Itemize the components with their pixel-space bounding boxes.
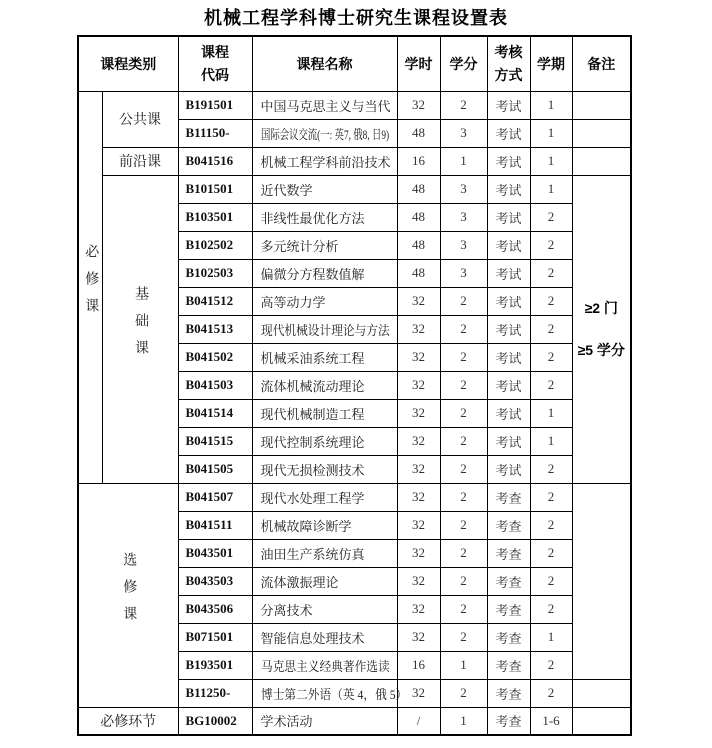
table-row xyxy=(78,707,631,735)
category-required xyxy=(78,91,102,483)
course-name: 分离技术 xyxy=(252,595,397,623)
subcategory-public: 公共课 xyxy=(102,91,178,147)
subcategory-frontier: 前沿课 xyxy=(102,147,178,175)
remark-min-courses: ≥2 门 xyxy=(584,300,618,316)
course-credits: 2 xyxy=(440,511,487,539)
course-hours: 32 xyxy=(397,595,440,623)
course-credits: 2 xyxy=(440,343,487,371)
header-category: 课程类别 xyxy=(78,36,178,91)
course-assessment: 考查 xyxy=(487,483,530,511)
course-credits: 2 xyxy=(440,679,487,707)
course-name: 高等动力学 xyxy=(252,287,397,315)
header-semester: 学期 xyxy=(530,36,572,91)
header-remarks: 备注 xyxy=(572,36,631,91)
course-credits: 2 xyxy=(440,539,487,567)
course-hours: 32 xyxy=(397,679,440,707)
course-name-text: 博士第二外语（英 4，俄 5） xyxy=(260,686,407,702)
course-name xyxy=(252,679,407,707)
course-assessment: 考试 xyxy=(487,287,530,315)
course-name: 现代无损检测技术 xyxy=(252,455,397,483)
course-code: B11250- xyxy=(178,679,252,707)
course-assessment: 考查 xyxy=(487,595,530,623)
course-hours: 32 xyxy=(397,91,440,119)
category-required-step: 必修环节 xyxy=(78,707,178,735)
category-elective xyxy=(78,483,178,707)
course-name: 机械工程学科前沿技术 xyxy=(252,147,397,175)
course-name: 油田生产系统仿真 xyxy=(252,539,397,567)
course-name xyxy=(252,315,397,343)
header-code-label: 课程代码 xyxy=(200,44,229,83)
course-credits: 3 xyxy=(440,259,487,287)
course-hours: / xyxy=(397,707,440,735)
course-code: B041507 xyxy=(178,483,252,511)
remark-elective xyxy=(572,483,631,679)
category-required-label: 必修课 xyxy=(83,244,99,325)
course-code: B071501 xyxy=(178,623,252,651)
course-hours: 32 xyxy=(397,455,440,483)
course-semester: 1 xyxy=(530,623,572,651)
course-semester: 1 xyxy=(530,399,572,427)
course-assessment: 考试 xyxy=(487,119,530,147)
course-code: B191501 xyxy=(178,91,252,119)
course-semester: 2 xyxy=(530,371,572,399)
course-name-text: 现代机械设计理论与方法 xyxy=(260,322,390,338)
course-credits: 2 xyxy=(440,371,487,399)
course-name: 智能信息处理技术 xyxy=(252,623,397,651)
course-assessment: 考查 xyxy=(487,623,530,651)
course-code: B041516 xyxy=(178,147,252,175)
course-credits: 2 xyxy=(440,623,487,651)
course-semester: 2 xyxy=(530,539,572,567)
course-assessment: 考试 xyxy=(487,175,530,203)
course-semester: 2 xyxy=(530,287,572,315)
course-code: B041512 xyxy=(178,287,252,315)
course-credits: 3 xyxy=(440,203,487,231)
course-semester: 2 xyxy=(530,315,572,343)
course-credits: 3 xyxy=(440,175,487,203)
course-assessment: 考查 xyxy=(487,651,530,679)
course-hours: 32 xyxy=(397,511,440,539)
course-semester: 2 xyxy=(530,259,572,287)
course-hours: 32 xyxy=(397,287,440,315)
course-hours: 48 xyxy=(397,203,440,231)
remark-cell-empty xyxy=(572,147,631,175)
remark-cell-empty xyxy=(572,119,631,147)
course-credits: 2 xyxy=(440,315,487,343)
course-assessment: 考查 xyxy=(487,707,530,735)
course-credits: 3 xyxy=(440,231,487,259)
course-semester: 1-6 xyxy=(530,707,572,735)
course-name: 现代水处理工程学 xyxy=(252,483,397,511)
course-name: 现代控制系统理论 xyxy=(252,427,397,455)
course-code: B041505 xyxy=(178,455,252,483)
course-code: BG10002 xyxy=(178,707,252,735)
course-semester: 2 xyxy=(530,651,572,679)
course-hours: 48 xyxy=(397,119,440,147)
course-assessment: 考查 xyxy=(487,567,530,595)
course-code: B043501 xyxy=(178,539,252,567)
course-semester: 1 xyxy=(530,175,572,203)
course-hours: 32 xyxy=(397,399,440,427)
remark-cell-empty xyxy=(572,91,631,119)
course-code: B11150- xyxy=(178,119,252,147)
course-code: B041513 xyxy=(178,315,252,343)
course-name: 现代机械制造工程 xyxy=(252,399,397,427)
course-name: 偏微分方程数值解 xyxy=(252,259,397,287)
course-name: 多元统计分析 xyxy=(252,231,397,259)
course-assessment: 考试 xyxy=(487,203,530,231)
course-credits: 2 xyxy=(440,595,487,623)
course-semester: 2 xyxy=(530,483,572,511)
course-code: B101501 xyxy=(178,175,252,203)
course-assessment: 考试 xyxy=(487,455,530,483)
course-credits: 1 xyxy=(440,651,487,679)
course-assessment: 考查 xyxy=(487,511,530,539)
course-code: B102502 xyxy=(178,231,252,259)
course-semester: 2 xyxy=(530,343,572,371)
course-semester: 2 xyxy=(530,511,572,539)
course-credits: 2 xyxy=(440,483,487,511)
course-code: B043503 xyxy=(178,567,252,595)
remark-foundation-stack xyxy=(573,298,631,360)
table-row xyxy=(78,175,631,203)
header-assessment-label: 考核方式 xyxy=(494,44,523,83)
course-hours: 32 xyxy=(397,315,440,343)
course-hours: 16 xyxy=(397,651,440,679)
remark-cell-empty xyxy=(572,679,631,707)
header-credits: 学分 xyxy=(440,36,487,91)
course-semester: 2 xyxy=(530,595,572,623)
course-assessment: 考试 xyxy=(487,399,530,427)
course-table xyxy=(77,35,632,736)
course-semester: 2 xyxy=(530,203,572,231)
course-assessment: 考查 xyxy=(487,679,530,707)
course-hours: 32 xyxy=(397,539,440,567)
course-assessment: 考试 xyxy=(487,315,530,343)
course-assessment: 考试 xyxy=(487,231,530,259)
course-hours: 32 xyxy=(397,371,440,399)
course-assessment: 考试 xyxy=(487,371,530,399)
course-name-text: 国际会议交流(一: 英7, 俄8, 日9) xyxy=(260,126,389,142)
course-semester: 2 xyxy=(530,231,572,259)
course-hours: 32 xyxy=(397,483,440,511)
course-hours: 48 xyxy=(397,231,440,259)
course-name: 机械故障诊断学 xyxy=(252,511,397,539)
course-semester: 1 xyxy=(530,119,572,147)
course-credits: 2 xyxy=(440,287,487,315)
course-code: B043506 xyxy=(178,595,252,623)
course-code: B041503 xyxy=(178,371,252,399)
course-credits: 2 xyxy=(440,427,487,455)
course-code: B041511 xyxy=(178,511,252,539)
course-hours: 48 xyxy=(397,259,440,287)
category-elective-label: 选修课 xyxy=(121,552,137,633)
course-semester: 1 xyxy=(530,91,572,119)
header-name: 课程名称 xyxy=(252,36,397,91)
header-code xyxy=(178,36,252,91)
course-hours: 32 xyxy=(397,567,440,595)
course-name: 中国马克思主义与当代 xyxy=(252,91,397,119)
course-name: 流体激振理论 xyxy=(252,567,397,595)
course-credits: 1 xyxy=(440,147,487,175)
course-assessment: 考查 xyxy=(487,539,530,567)
course-hours: 32 xyxy=(397,427,440,455)
course-name: 机械采油系统工程 xyxy=(252,343,397,371)
course-name: 近代数学 xyxy=(252,175,397,203)
course-semester: 2 xyxy=(530,679,572,707)
course-name-text: 马克思主义经典著作选读 xyxy=(260,658,390,674)
table-header-row xyxy=(78,36,631,91)
course-name: 非线性最优化方法 xyxy=(252,203,397,231)
course-code: B041502 xyxy=(178,343,252,371)
course-assessment: 考试 xyxy=(487,147,530,175)
subcategory-foundation xyxy=(102,175,178,483)
course-name: 流体机械流动理论 xyxy=(252,371,397,399)
course-code: B102503 xyxy=(178,259,252,287)
course-hours: 32 xyxy=(397,343,440,371)
course-hours: 16 xyxy=(397,147,440,175)
course-name: 学术活动 xyxy=(252,707,397,735)
remark-cell-empty xyxy=(572,707,631,735)
course-assessment: 考试 xyxy=(487,259,530,287)
subcategory-foundation-label: 基础课 xyxy=(133,286,148,367)
course-credits: 1 xyxy=(440,707,487,735)
remark-min-credits: ≥5 学分 xyxy=(577,342,625,358)
course-semester: 1 xyxy=(530,427,572,455)
header-hours: 学时 xyxy=(397,36,440,91)
remark-foundation xyxy=(572,175,631,483)
course-hours: 48 xyxy=(397,175,440,203)
page-title: 机械工程学科博士研究生课程设置表 xyxy=(204,8,508,28)
course-credits: 3 xyxy=(440,119,487,147)
course-credits: 2 xyxy=(440,455,487,483)
course-credits: 2 xyxy=(440,567,487,595)
table-row xyxy=(78,91,631,119)
course-code: B193501 xyxy=(178,651,252,679)
table-row xyxy=(78,147,631,175)
course-code: B041515 xyxy=(178,427,252,455)
table-row xyxy=(78,483,631,511)
course-name xyxy=(252,119,397,147)
course-code: B041514 xyxy=(178,399,252,427)
course-assessment: 考试 xyxy=(487,427,530,455)
course-semester: 2 xyxy=(530,567,572,595)
course-assessment: 考试 xyxy=(487,91,530,119)
course-name xyxy=(252,651,397,679)
course-code: B103501 xyxy=(178,203,252,231)
course-semester: 2 xyxy=(530,455,572,483)
course-semester: 1 xyxy=(530,147,572,175)
course-credits: 2 xyxy=(440,91,487,119)
course-assessment: 考试 xyxy=(487,343,530,371)
header-assessment xyxy=(487,36,530,91)
course-hours: 32 xyxy=(397,623,440,651)
course-credits: 2 xyxy=(440,399,487,427)
